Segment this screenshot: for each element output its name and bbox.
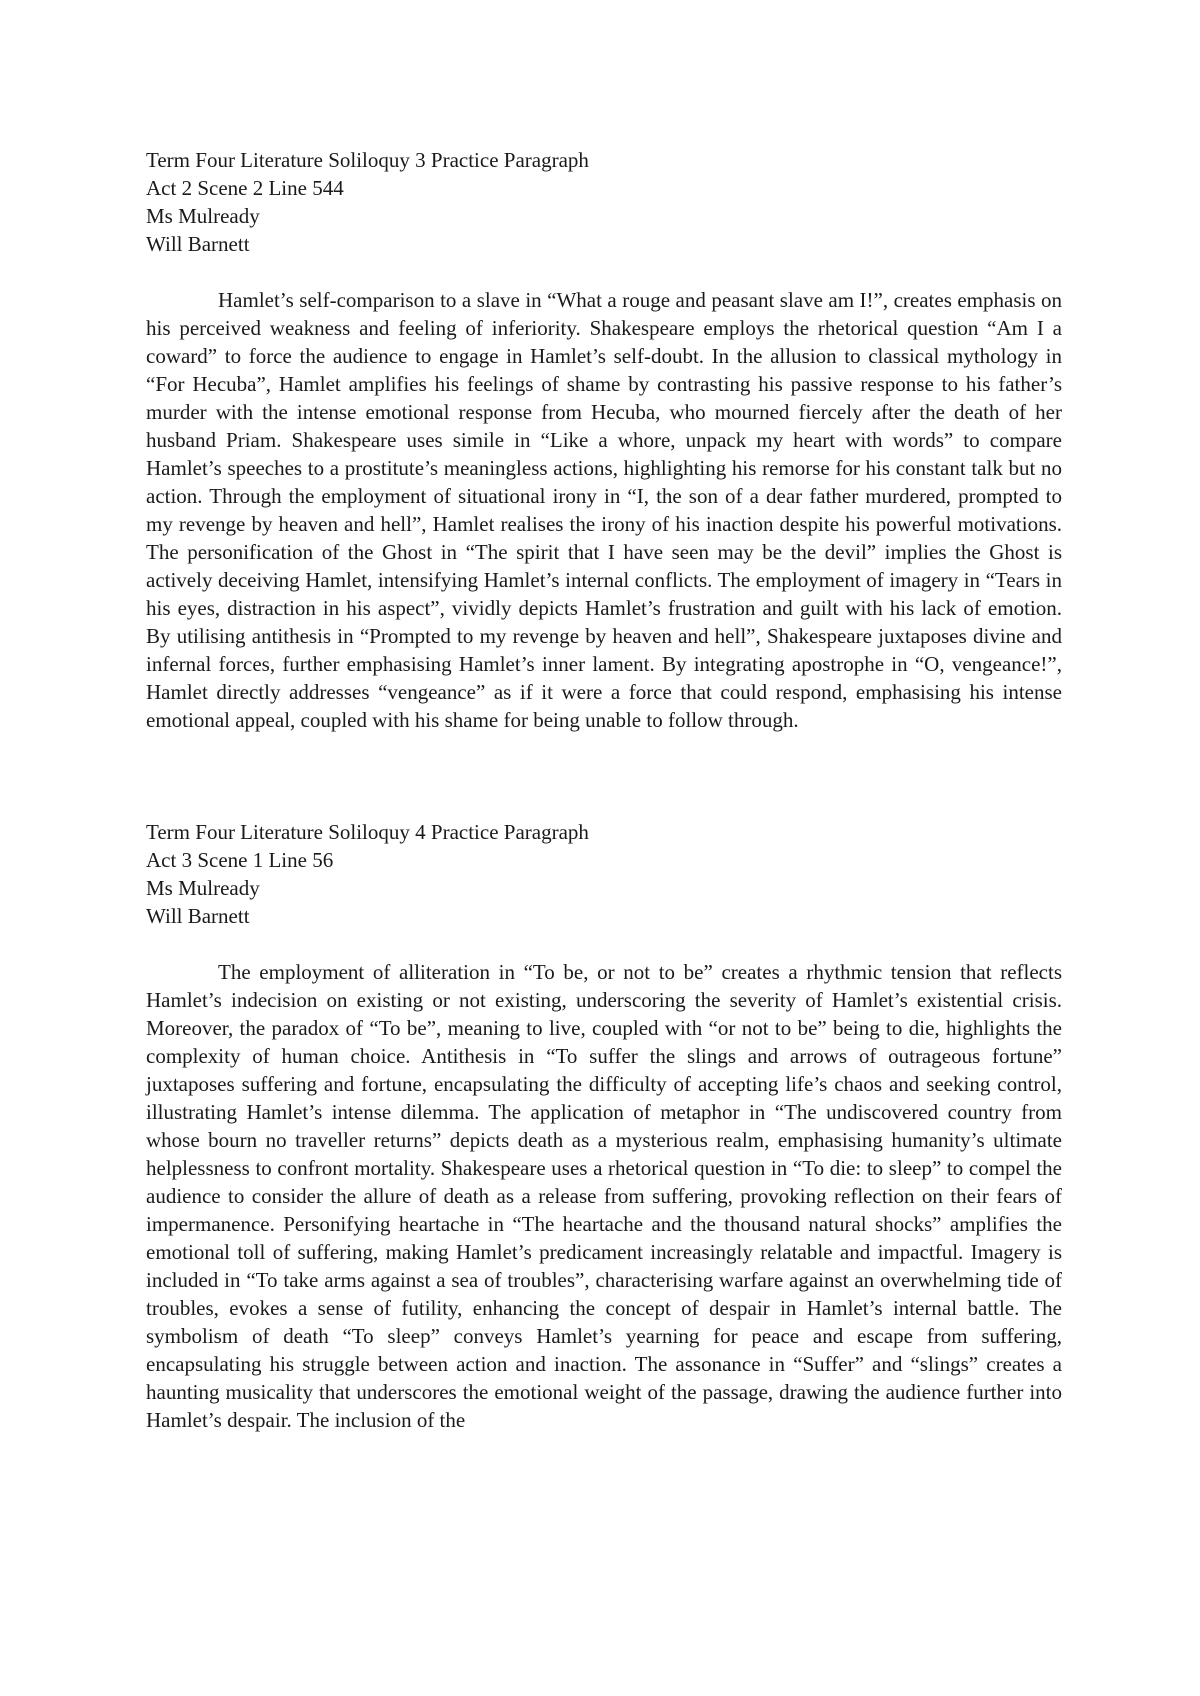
act-scene-line: Act 3 Scene 1 Line 56 [146, 848, 334, 872]
student-name: Will Barnett [146, 232, 250, 256]
section-title: Term Four Literature Soliloquy 3 Practice Paragraph [146, 148, 589, 172]
section-header [146, 146, 1062, 258]
analysis-paragraph: Hamlet’s self-comparison to a slave in “What a rouge and peasant slave am I!”, creates emphasis on his perceived weakness and feeling of inferiority. Shakespeare employs the rhetorical question “Am I a coward” to force the audience to engage in Hamlet’s self-doubt. In the allusion to classical mythology in “For Hecuba”, Hamlet amplifies his feelings of shame by contrasting his passive response to his father’s murder with the intense emotional response from Hecuba, who mourned fiercely after the death of her husband Priam. Shakespeare uses simile in “Like a whore, unpack my heart with words” to compare Hamlet’s speeches to a prostitute’s meaningless actions, highlighting his remorse for his constant talk but no action. Through the employment of situational irony in “I, the son of a dear father murdered, prompted to my revenge by heaven and hell”, Hamlet realises the irony of his inaction despite his powerful motivations. The personification of the Ghost in “The spirit that I have seen may be the devil” implies the Ghost is actively deceiving Hamlet, intensifying Hamlet’s internal conflicts. The employment of imagery in “Tears in his eyes, distraction in his aspect”, vividly depicts Hamlet’s frustration and guilt with his lack of emotion. By utilising antithesis in “Prompted to my revenge by heaven and hell”, Shakespeare juxtaposes divine and infernal forces, further emphasising Hamlet’s inner lament. By integrating apostrophe in “O, vengeance!”, Hamlet directly addresses “vengeance” as if it were a force that could respond, emphasising his intense emotional appeal, coupled with his shame for being unable to follow through. [146, 288, 1062, 732]
student-name: Will Barnett [146, 904, 250, 928]
act-scene-line: Act 2 Scene 2 Line 544 [146, 176, 344, 200]
document-page [146, 146, 1062, 1434]
soliloquy-4-section [146, 818, 1062, 1434]
analysis-paragraph: The employment of alliteration in “To be, or not to be” creates a rhythmic tension that reflects Hamlet’s indecision on existing or not existing, underscoring the severity of Hamlet’s existential crisis. Moreover, the paradox of “To be”, meaning to live, coupled with “or not to be” being to die, highlights the complexity of human choice. Antithesis in “To suffer the slings and arrows of outrageous fortune” juxtaposes suffering and fortune, encapsulating the difficulty of accepting life’s chaos and seeking control, illustrating Hamlet’s intense dilemma. The application of metaphor in “The undiscovered country from whose bourn no traveller returns” depicts death as a mysterious realm, emphasising humanity’s ultimate helplessness to confront mortality. Shakespeare uses a rhetorical question in “To die: to sleep” to compel the audience to consider the allure of death as a release from suffering, provoking reflection on their fears of impermanence. Personifying heartache in “The heartache and the thousand natural shocks” amplifies the emotional toll of suffering, making Hamlet’s predicament increasingly relatable and impactful. Imagery is included in “To take arms against a sea of troubles”, characterising warfare against an overwhelming tide of troubles, evokes a sense of futility, enhancing the concept of despair in Hamlet’s internal battle. The symbolism of death “To sleep” conveys Hamlet’s yearning for peace and escape from suffering, encapsulating his struggle between action and inaction. The assonance in “Suffer” and “slings” creates a haunting musicality that underscores the emotional weight of the passage, drawing the audience further into Hamlet’s despair. The inclusion of the [146, 960, 1062, 1432]
teacher-name: Ms Mulready [146, 204, 260, 228]
teacher-name: Ms Mulready [146, 876, 260, 900]
section-title: Term Four Literature Soliloquy 4 Practice Paragraph [146, 820, 589, 844]
section-header [146, 818, 1062, 930]
soliloquy-3-section [146, 146, 1062, 734]
